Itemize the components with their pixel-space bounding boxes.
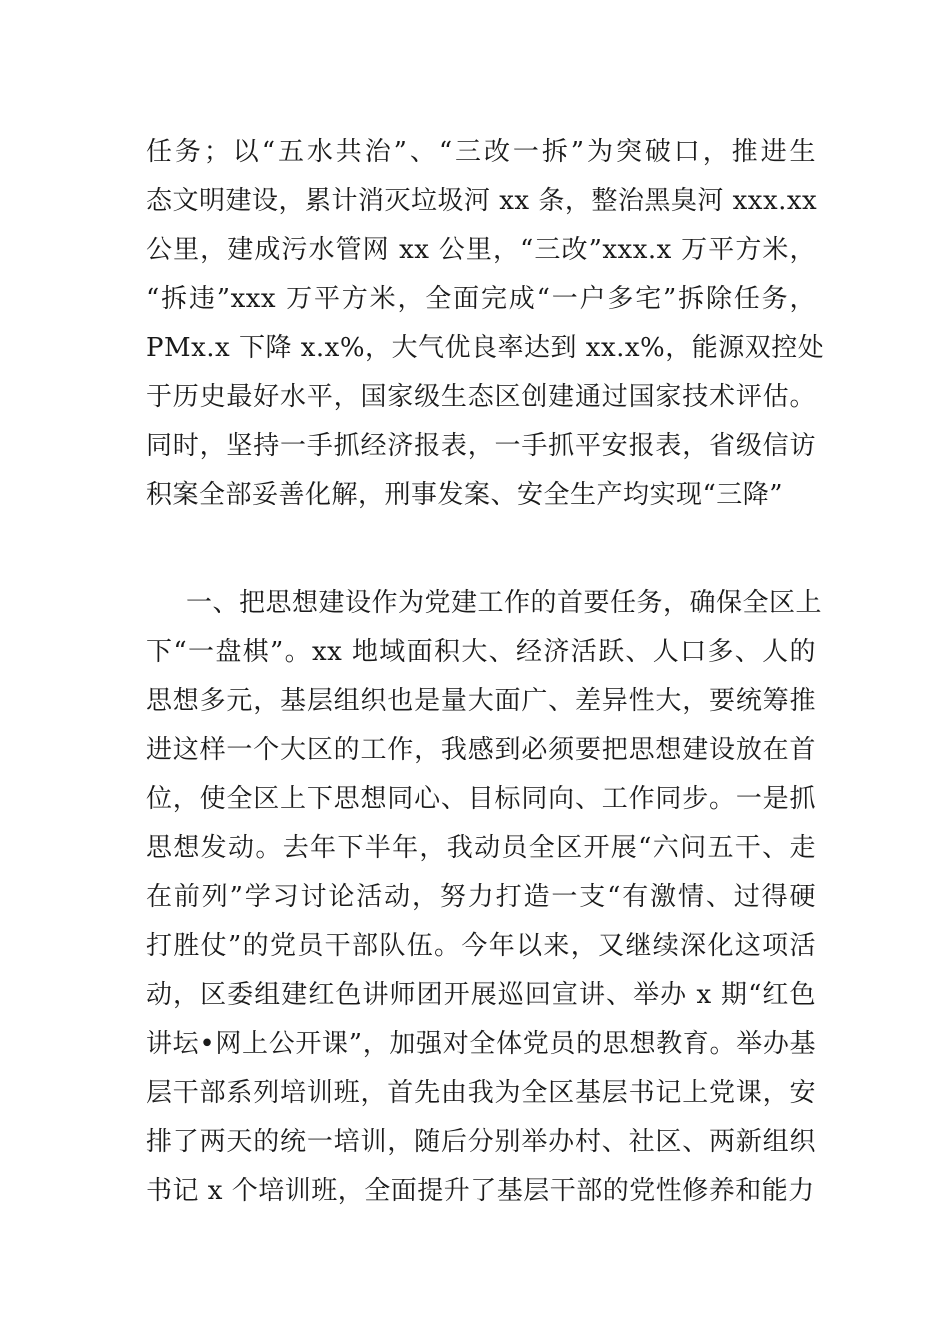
- text-line: PMx.x 下降 x.x%，大气优良率达到 xx.x%，能源双控处: [146, 333, 825, 363]
- text-line: 动，区委组建红色讲师团开展巡回宣讲、举办 x 期“红色: [146, 980, 816, 1010]
- text-line: 层干部系列培训班，首先由我为全区基层书记上党课，安: [146, 1078, 816, 1108]
- text-line: 一、把思想建设作为党建工作的首要任务，确保全区上: [186, 588, 823, 618]
- text-line: 同时，坚持一手抓经济报表，一手抓平安报表，省级信访: [146, 431, 816, 461]
- text-line: 下“一盘棋”。xx 地域面积大、经济活跃、人口多、人的: [146, 637, 816, 667]
- text-line: 于历史最好水平，国家级生态区创建通过国家技术评估。: [146, 382, 816, 412]
- text-line: 书记 x 个培训班，全面提升了基层干部的党性修养和能力: [146, 1176, 815, 1206]
- text-line: 排了两天的统一培训，随后分别举办村、社区、两新组织: [146, 1127, 816, 1157]
- text-line: 位，使全区上下思想同心、目标同向、工作同步。一是抓: [146, 784, 816, 814]
- paragraph-ecology-summary: [146, 128, 825, 520]
- paragraph-ideological-building: [146, 579, 823, 1216]
- text-line: 积案全部妥善化解，刑事发案、安全生产均实现“三降”: [146, 480, 784, 510]
- text-line: 态文明建设，累计消灭垃圾河 xx 条，整治黑臭河 xxx.xx: [146, 186, 818, 216]
- text-line: 打胜仗”的党员干部队伍。今年以来，又继续深化这项活: [146, 931, 816, 961]
- text-line: “拆违”xxx 万平方米，全面完成“一户多宅”拆除任务，: [146, 284, 816, 314]
- text-line: 公里，建成污水管网 xx 公里，“三改”xxx.x 万平方米，: [146, 235, 816, 265]
- text-line: 思想发动。去年下半年，我动员全区开展“六问五干、走: [146, 833, 816, 863]
- text-line: 任务；以“五水共治”、“三改一拆”为突破口，推进生: [146, 137, 816, 167]
- text-line: 在前列”学习讨论活动，努力打造一支“有激情、过得硬: [146, 882, 816, 912]
- text-line: 思想多元，基层组织也是量大面广、差异性大，要统筹推: [146, 686, 816, 716]
- text-line: 讲坛•网上公开课”，加强对全体党员的思想教育。举办基: [146, 1029, 816, 1059]
- text-line: 进这样一个大区的工作，我感到必须要把思想建设放在首: [146, 735, 816, 765]
